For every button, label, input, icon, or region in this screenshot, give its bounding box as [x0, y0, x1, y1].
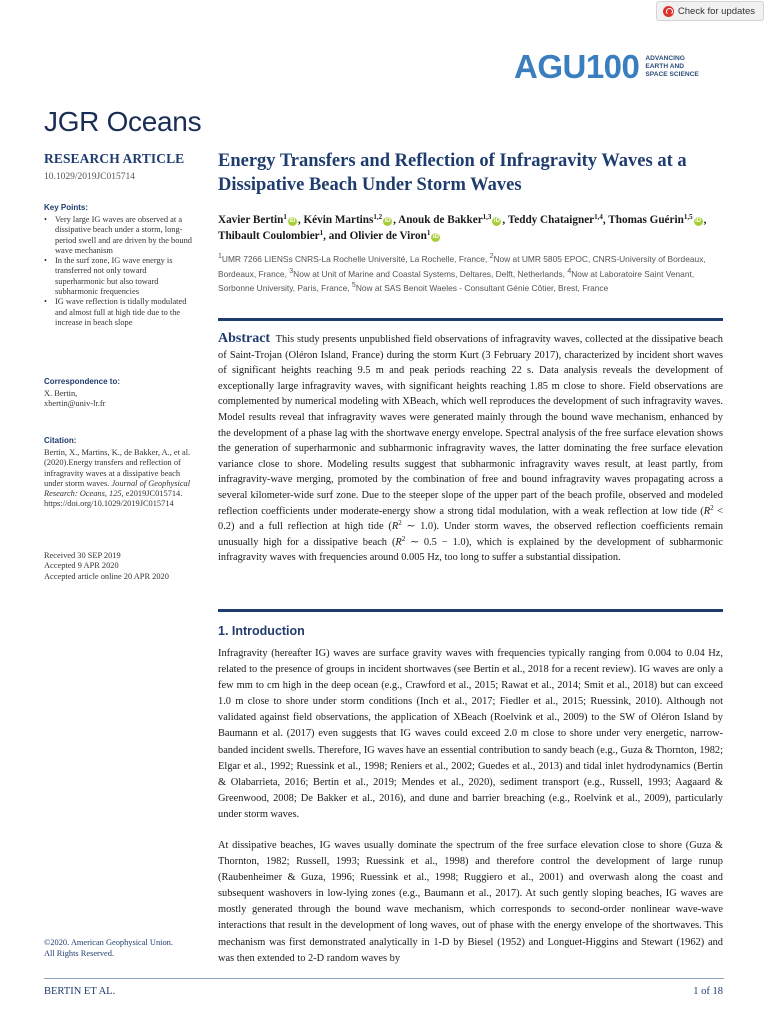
- received-date: Received 30 SEP 2019: [44, 551, 121, 560]
- author-separator: , and: [323, 230, 350, 242]
- journal-title: JGR Oceans: [44, 106, 202, 137]
- author-separator: ,: [297, 214, 304, 226]
- author-separator: ,: [703, 214, 707, 226]
- affiliation: UMR 7266 LIENSs CNRS-La Rochelle Université, La Rochelle, France,: [221, 254, 490, 264]
- author: [218, 230, 350, 242]
- key-point: • In the surf zone, IG wave energy is transferred not only toward superharmonic but also toward subharmonic frequencies: [44, 256, 194, 297]
- paragraph: At dissipative beaches, IG waves usually dominate the spectrum of the free surface elevation close to shore (Guza & Thornton, 1982; Russell, 1993; Ruessink et al., 1998) and therefore control the development of large runup (Raubenheimer & Guza, 1996; Ruessink et al., 1998; Ruggiero et al., 2001) and overwash along the coast and subsequent washovers in low-lying zones (e.g., Baumann et al., 2017). At such gently sloping beaches, IG waves are mostly generated through the bound wave mechanism, which corresponds to second-order nonlinear wave-wave interactions that result in the development of long waves, out of phase with the energy envelope of the shortwaves. This mechanism was first demonstrated analytically in 1-D by Biesel (1952) and Longuet-Higgins and Stewart (1962) and was then extended to 2-D random waves by: [218, 840, 723, 964]
- abstract-top-rule: [218, 318, 723, 321]
- agu-tagline: [645, 55, 698, 79]
- key-point: • IG wave reflection is tidally modulated and almost full at high tide due to the increase in beach slope: [44, 297, 194, 328]
- author-name: Thibault Coulombier: [218, 230, 320, 242]
- abstract-text: ∼ 1.0). Under storm waves, the observed reflection coefficients remain unusually high for a dissipative beach (: [218, 521, 724, 548]
- author: [508, 214, 608, 226]
- author-separator: ,: [602, 214, 609, 226]
- running-head: BERTIN ET AL.: [44, 986, 116, 997]
- author: [218, 214, 303, 226]
- author: [608, 214, 706, 226]
- abstract-bottom-rule: [218, 609, 723, 612]
- key-point: • Very large IG waves are observed at a dissipative beach under a storm, long-period swell and are driven by the bound wave mechanism: [44, 215, 194, 256]
- correspondence-name: X. Bertin,: [44, 389, 78, 398]
- key-points-heading: Key Points:: [44, 203, 89, 212]
- orcid-icon[interactable]: iD: [432, 234, 439, 240]
- correspondence-heading: Correspondence to:: [44, 377, 121, 386]
- abstract-symbol: R: [395, 536, 402, 548]
- author-affiliation-number: 1,4: [594, 213, 603, 221]
- check-for-updates-button[interactable]: [656, 1, 764, 21]
- affiliation-number: 3: [289, 267, 294, 275]
- author-separator: ,: [502, 214, 508, 226]
- abstract-superscript: 2: [710, 503, 714, 512]
- agu-logo: [514, 50, 699, 83]
- author-name: Kévin Martins: [303, 214, 374, 226]
- author-name: Xavier Bertin: [218, 214, 284, 226]
- author-affiliation-number: 1,5: [683, 213, 693, 221]
- abstract-superscript: 2: [398, 519, 402, 528]
- affiliation-number: 1: [218, 253, 222, 260]
- agu-tagline-line: SPACE SCIENCE: [645, 70, 699, 78]
- accepted-date: Accepted 9 APR 2020: [44, 561, 119, 571]
- affiliation: Now at Laboratoire Saint Venant, Sorbonne University, Paris, France,: [218, 268, 695, 293]
- correspondence-email[interactable]: xbertin@univ-lr.fr: [44, 399, 106, 409]
- citation: [44, 436, 194, 510]
- orcid-icon[interactable]: iD: [289, 218, 296, 224]
- orcid-icon[interactable]: iD: [384, 218, 391, 224]
- abstract-text: ∼ 0.5 − 1.0), which is explained by the development of subharmonic infragravity waves with frequencies around 0.005 Hz, too long to suffer a substantial dissipation.: [218, 536, 723, 564]
- author-list: [218, 212, 708, 244]
- orcid-icon[interactable]: iD: [493, 218, 500, 224]
- affiliations: [218, 252, 718, 296]
- author: [398, 214, 508, 226]
- citation-journal: Journal of Geophysical Research: Oceans, 125,: [44, 478, 191, 499]
- section-heading: 1. Introduction: [218, 624, 305, 638]
- author-name: Anouk de Bakker: [398, 214, 483, 226]
- article-title: Energy Transfers and Reflection of Infragravity Waves at a Dissipative Beach Under Storm Waves: [218, 151, 687, 195]
- abstract-text: < 0.2) and a full reflection at high tide (: [218, 505, 723, 533]
- copyright-line: ©2020. American Geophysical Union.: [44, 938, 173, 947]
- abstract: [218, 331, 723, 566]
- abstract-superscript: 2: [401, 534, 406, 543]
- key-points-list: [44, 215, 194, 328]
- footer-rule: [44, 978, 724, 979]
- affiliation: Now at UMR 5805 EPOC, CNRS-University of Bordeaux, Bordeaux, France,: [218, 254, 706, 279]
- citation-doi-link[interactable]: e2019JC015714. https://doi.org/10.1029/2019JC015714: [44, 489, 183, 509]
- paragraph: Infragravity (hereafter IG) waves are surface gravity waves with frequencies typically ranging from 0.004 to 0.04 Hz, related to the presence of groups in incident shortwaves (see Bertin et al., 2018 for a recent review). IG waves are only a few mm to cm high in the deep ocean (e.g., Crawford et al., 2015; Rawat et al., 2014; Smit et al., 2018) but can exceed 1.0 m close to shore under storm conditions (Inch et al., 2017; Fiedler et al., 2015; Ruessink, 2010). Although not validated against field observations, the application of XBeach (Roelvink et al., 2009) to the SW of Oléron Island by Baumann et al. (2017) even suggests that IG waves could exceed 2.0 m close to shore under very energetic, narrow-banded incident swells. Therefore, IG waves have an essential contribution to sandy beach (e.g., Guza & Thornton, 1982; Elgar et al., 1992; Ruessink et al., 1998; Reniers et al., 2002; Guedes et al., 2013) and tidal inlet hydrodynamics (Bertin & Olabarrieta, 2016; Bertin et al., 2019; Mendes et al., 2020), sediment transport (e.g., Russell, 1993; Aagaard & Greenwood, 2008; De Bakker et al., 2016), and dune and barrier breaching (e.g., Roelvink et al., 2009), particularly under storm waves.: [218, 648, 723, 820]
- affiliation-number: 4: [567, 267, 572, 275]
- author-name: Olivier de Viron: [349, 230, 427, 242]
- citation-heading: Citation:: [44, 436, 77, 445]
- agu-tagline-line: EARTH AND: [645, 62, 684, 70]
- affiliation: Now at SAS Benoit Waeles - Consultant Génie Côtier, Brest, France: [355, 283, 609, 293]
- author-separator: ,: [393, 214, 399, 226]
- author-affiliation-number: 1: [426, 229, 431, 237]
- key-points: [44, 203, 194, 328]
- author-affiliation-number: 1,2: [373, 213, 383, 221]
- citation-body: [44, 448, 194, 510]
- page-number: 1 of 18: [693, 986, 723, 997]
- author-affiliation-number: 1,3: [482, 213, 492, 221]
- crossmark-icon: [663, 6, 674, 17]
- citation-text: Bertin, X., Martins, K., de Bakker, A., et al. (2020).Energy transfers and reflection of infragravity waves at a dissipative beach under storm waves.: [44, 448, 191, 488]
- check-for-updates-label: Check for updates: [677, 5, 755, 17]
- accepted-online-date: Accepted article online 20 APR 2020: [44, 571, 169, 581]
- correspondence: [44, 377, 194, 410]
- article-type: RESEARCH ARTICLE: [44, 151, 185, 166]
- author-affiliation-number: 1: [319, 229, 324, 237]
- affiliation-number: 5: [351, 282, 356, 289]
- abstract-text: This study presents unpublished field observations of infragravity waves, collected at the dissipative beach of Saint-Trojan (Oléron Island, France) during the storm Kurt (3 February 2017), characterized by incident short waves of significant heights reaching 9.5 m and peak periods reaching 22 s. Data analysis reveals the development of exceptionally large infragravity waves, with significant heights reaching 1.85 m close to shore. Field observations are complemented by numerical modeling with XBeach, which well reproduces the development of such infragravity waves. Model results reveal that infragravity waves were generated mainly through the bound wave mechanism, enhanced by the development of a phase lag with the shortwave energy envelope. Spectral analysis of the free surface elevation shows the generation of superharmonic and subharmonic infragravity waves, the latter dominating the free surface elevation variance close to shore. Modeling results suggest that subharmonic infragravity waves result, at least partly, from infragravity-wave merging, promoted by the combination of free and bound infragravity waves propagating across a several kilometer-wide surf zone. Due to the steeper slope of the upper part of the beach profile, observed and modeled reflection coefficients under moderate-energy show a strong tidal modulation, with a weak reflection at low tide (: [218, 334, 723, 517]
- doi: 10.1029/2019JC015714: [44, 172, 136, 182]
- author-name: Teddy Chataigner: [507, 214, 595, 226]
- orcid-icon[interactable]: iD: [695, 218, 702, 224]
- abstract-symbol: R: [391, 521, 399, 533]
- agu-tagline-line: ADVANCING: [645, 54, 685, 62]
- copyright: [44, 937, 204, 960]
- copyright-line: All Rights Reserved.: [44, 949, 115, 959]
- agu-logo-text: AGU100: [514, 48, 640, 85]
- affiliation-number: 2: [489, 253, 494, 260]
- author-name: Thomas Guérin: [608, 214, 684, 226]
- author: [350, 230, 442, 242]
- abstract-label: Abstract: [218, 331, 271, 346]
- abstract-symbol: R: [703, 505, 711, 517]
- author-affiliation-number: 1: [283, 213, 287, 221]
- history: [44, 551, 194, 582]
- affiliation: Now at Unit of Marine and Coastal Systems, Deltares, Delft, Netherlands,: [293, 268, 568, 279]
- author: [303, 214, 398, 226]
